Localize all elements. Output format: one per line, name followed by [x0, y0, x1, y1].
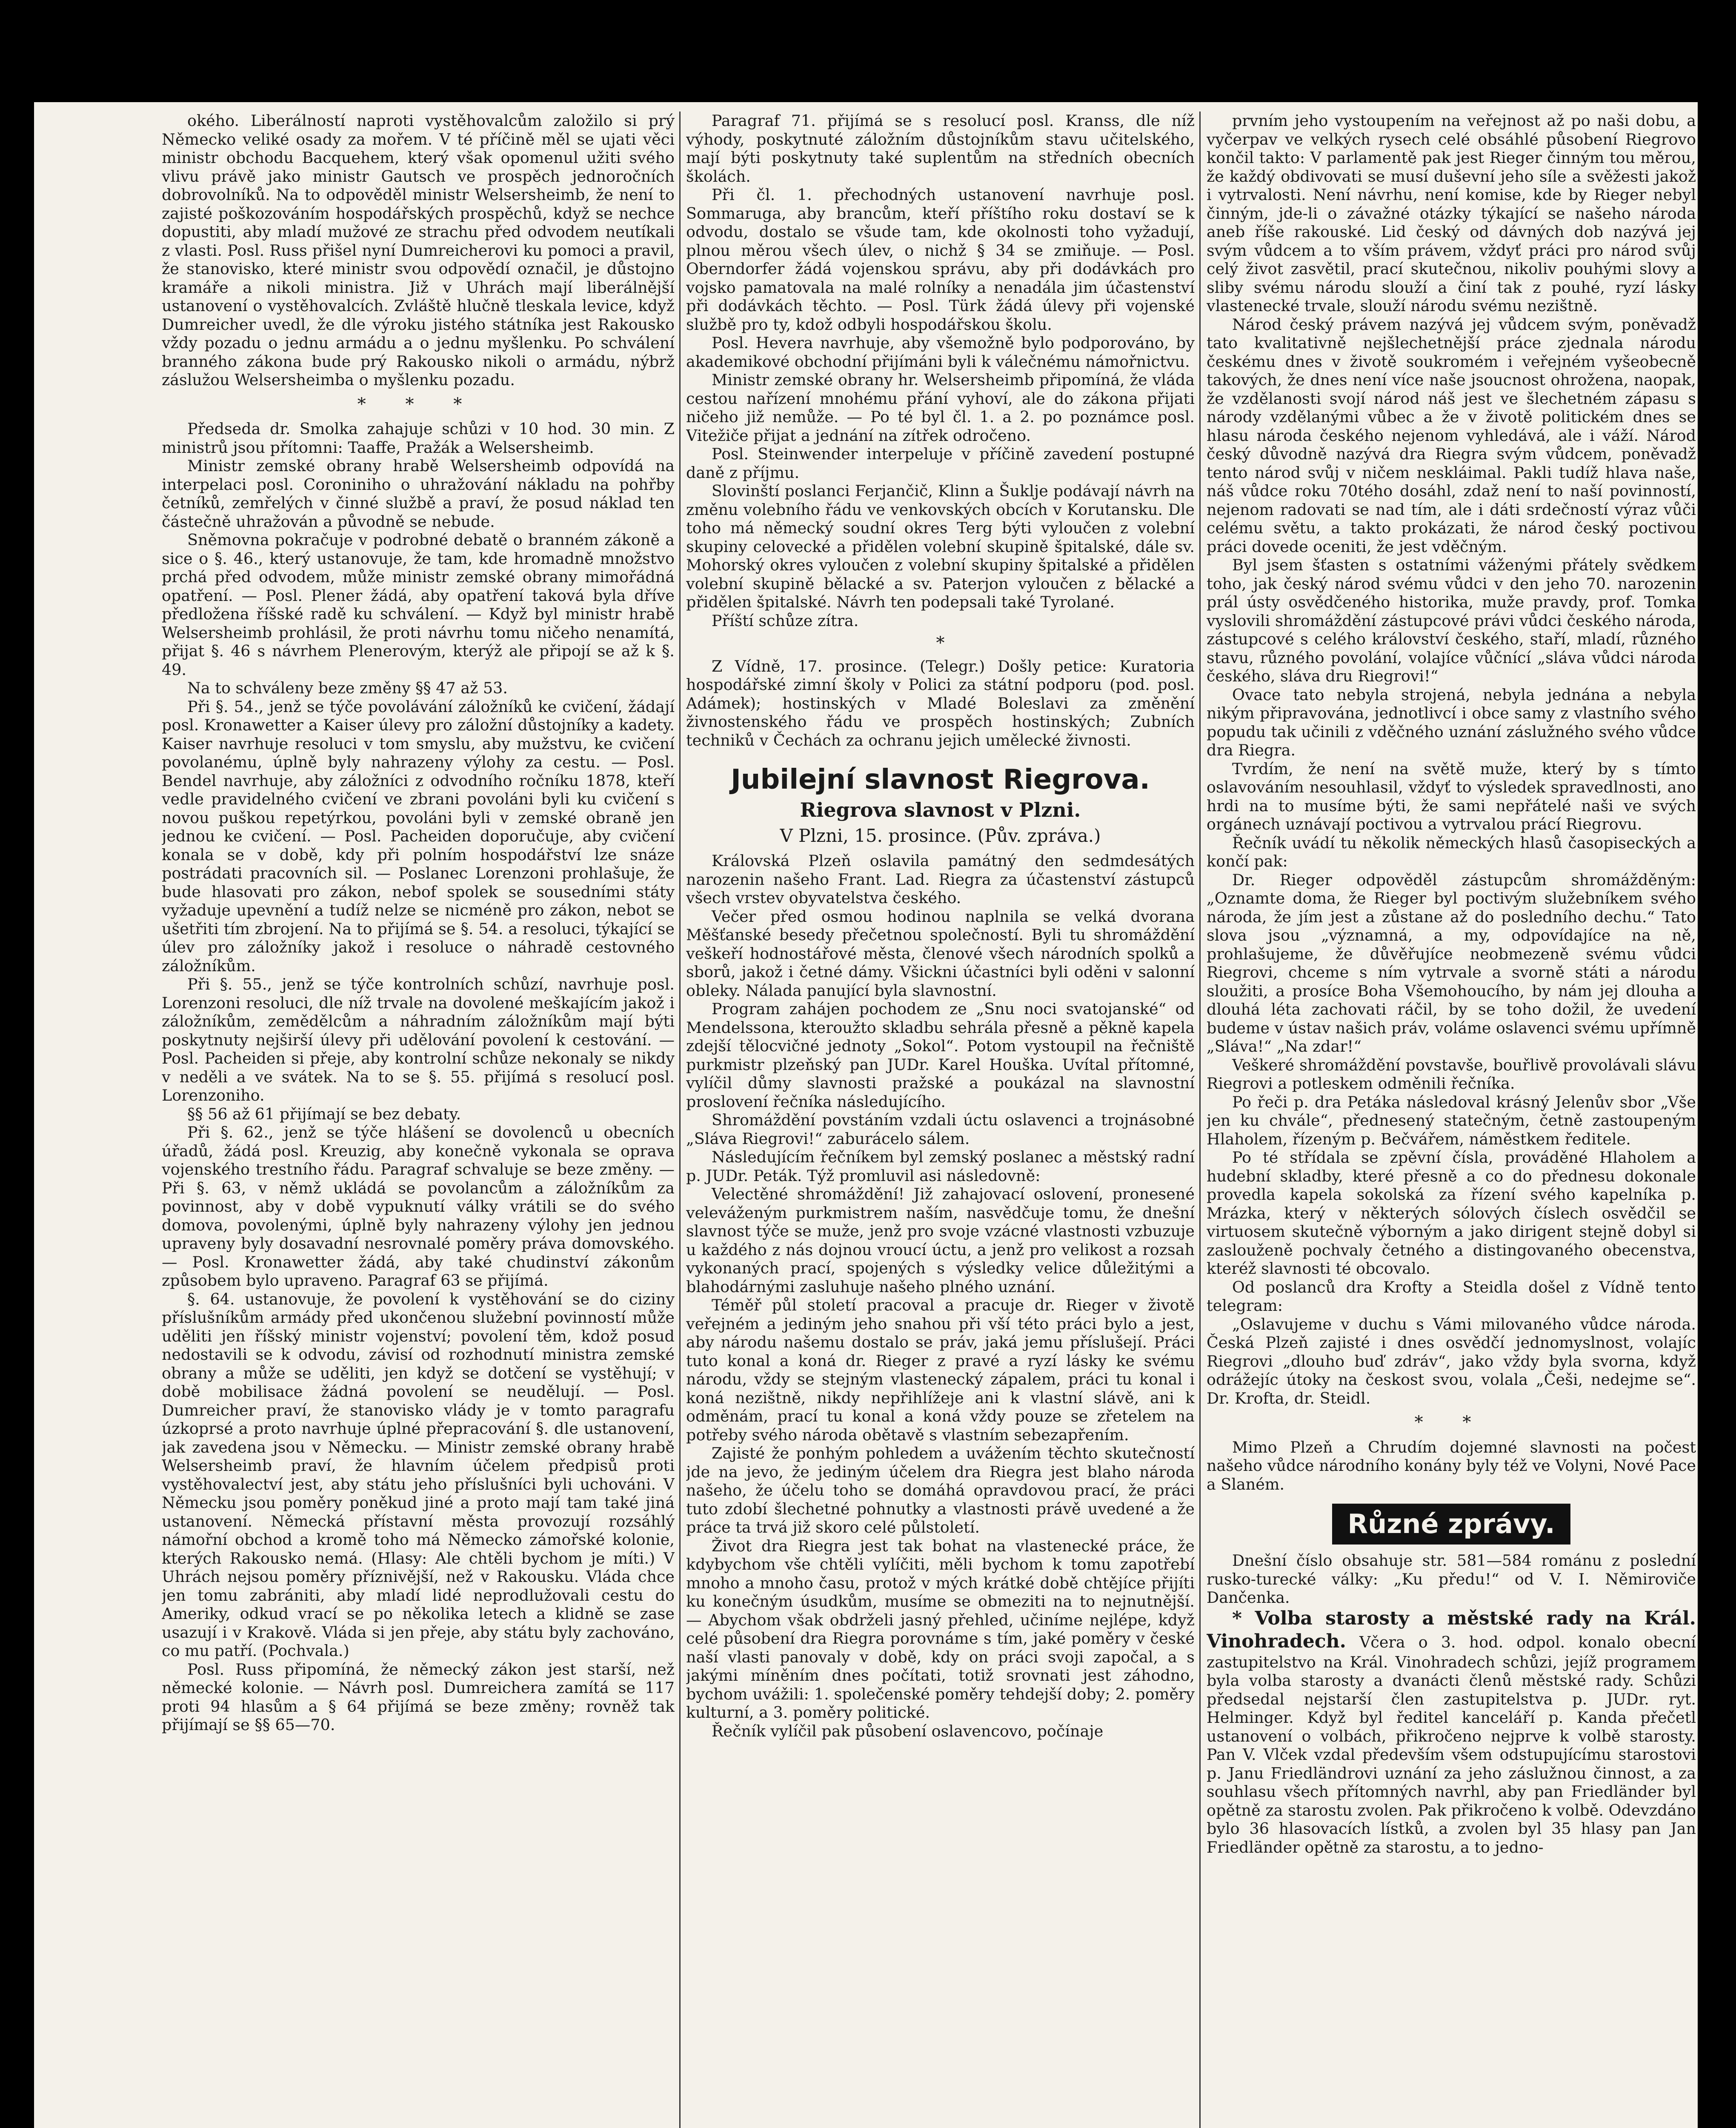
paragraph: Mimo Plzeň a Chrudím dojemné slavnosti na počest našeho vůdce národního konány byly též ve Volyni, Nové Pace a Slaném. [1207, 1438, 1696, 1493]
paragraph: Sněmovna pokračuje v podrobné debatě o branném zákoně a sice o §. 46., který ustanovuje, že tam, kde hromadně množstvo prchá před odvodem, může ministr zemské obrany mimořádná opatření. — Posl. Plener žádá, aby opatření taková byla dříve předložena říšské radě ku schválení. — Když byl ministr hrabě Welsersheimb prohlásil, že proti návrhu tomu ničeho nenamítá, přijat §. 46 s návrhem Plenerovým, kterýž ale připojí se až k §. 49. [162, 531, 675, 679]
paragraph: Ovace tato nebyla strojená, nebyla jednána a nebyla nikým připravována, jednotlivcí i obce samy z vlastního svého popudu tak učinili z vděčného uznání záslužného svého vůdce dra Riegra. [1207, 685, 1696, 759]
paragraph: Královská Plzeň oslavila památný den sedmdesátých narozenin našeho Frant. Lad. Riegra za účastenství zástupců všech vrstev obyvatelstva českého. [686, 852, 1195, 907]
paragraph: §§ 56 až 61 přijímají se bez debaty. [187, 1104, 461, 1123]
paragraph: Byl jsem šťasten s ostatními váženými přátely svědkem toho, jak český národ svému vůdci v den jeho 70. narozenin prál ústy osvědčeného historika, muže pravdy, prof. Tomka vyslovili shromáždění zástupcové právi vůdci českého národa, zástupcové s celého království českého, staří, mladí, různého stavu, různého povolání, volajíce vůčnící „sláva vůdci národa českého, sláva dru Riegrovi!“ [1207, 556, 1696, 685]
scan-edge-top [0, 0, 1736, 102]
news-item-lead: * Volba starosty a městské rady na Král. Vinohradech. [1207, 1607, 1696, 1652]
paragraph: Při §. 54., jenž se týče povolávání záložníků ke cvičení, žádají posl. Kronawetter a Kaiser úlevy pro záložní důstojníky a kadety. Kaiser navrhuje resoluci v tom smyslu, aby mužstvu, ke cvičení povolanému, úplně byly nahrazeny výlohy za cestu. — Posl. Bendel navrhuje, aby záložníci z odvodního ročníku 1878, kteří vedle pravidelného cvičení ve zbrani povoláni byli ku cvičení s novou puškou repetýrkou, povoláni byli v zemské obraně jen jednou ke cvičení. — Posl. Pacheiden doporučuje, aby cvičení konala se v době, kdy při polním hospodářství lze snáze postrádati pracovních sil. — Poslanec Lorenzoni prohlašuje, že bude hlasovati pro zákon, nebof spolek se sousedními státy vyžaduje upevnění a tudíž nelze se nicméně pro zákon, nebot se ušetřiti tím zbrojení. Na to přijímá se §. 54. a resoluci, týkající se úlev pro záložníky jakož i resoluce o náhradě cestovného záložníkům. [162, 697, 675, 975]
paragraph: §. 64. ustanovuje, že povolení k vystěhování se do ciziny příslušníkům armády před ukončenou služební povinností může uděliti jen říšský ministr vojenství; povolení těm, kdož posud nedostavili se k odvodu, závisí od rozhodnutí ministra zemské obrany a může se uděliti, jen když se dotčení se vystěhují; v době mobilisace žádná povolení se neudělují. — Posl. Dumreicher praví, že stanovisko vlády je v tomto paragrafu úzkoprsé a proto navrhuje úplné přepracování §. dle ustanovení, jak zavedena jsou v Německu. — Ministr zemské obrany hrabě Welsersheimb praví, že hlavním účelem předpisů proti vystěhovalectví jest, aby státu jeho příslušníci byli uchováni. V Německu jsou poměry poněkud jiné a proto mají tam také jiná ustanovení. Německá přístavní města provozují rozsáhlý námořní obchod a kromě toho má Německo zámořské kolonie, kterých Rakousko nemá. (Hlasy: Ale chtěli bychom je míti.) V Uhrách nejsou poměry příznivější, než v Rakousku. Vláda chce jen tomu zabrániti, aby mladí lidé neprodlužovali cestu do Ameriky, odkud vrací se po několika letech a klidně se zase usazují i v Krakově. Vláda si jen přeje, aby státu byly zachováno, co mu patří. (Pochvala.) [162, 1290, 675, 1660]
paragraph: Dr. Rieger odpověděl zástupcům shromážděným: „Oznamte doma, že Rieger byl poctivým služebníkem svého národa, že jím jest a zůstane až do posledního dechu.“ Tato slova jsou „významná, a my, odpovídajíce na ně, prohlašujeme, že důvěřujíce neobmezeně svému vůdci Riegrovi, chceme s ním vytrvale a svorně státi a národu sloužiti, a prosíce Boha Všemohoucího, by nám jej dlouha a dlouhá léta zachovati ráčil, by se toho dožil, že uvedení budeme v ústav našich práv, voláme oslavenci svému upřímně „Sláva!“ „Na zdar!“ [1207, 870, 1696, 1055]
paragraph: Velectěné shromáždění! Již zahajovací oslovení, pronesené veleváženým purkmistrem naším, nasvědčuje tomu, že dnešní slavnost týče se muže, jenž pro svoje vzácné vlastnosti vzbuzuje u každého z nás dojnou vroucí úctu, a jenž pro velikost a rozsah vykonaných prací, spojených s výsledky velice důležitými a blahodárnými zasluhuje našeho plného uznání. [686, 1185, 1195, 1296]
paragraph: Po řeči p. dra Petáka následoval krásný Jelenův sbor „Vše jen ku chvále“, přednesený statečným, četně zastoupeným Hlaholem, řízeným p. Bečvářem, náměstkem ředitele. [1207, 1093, 1696, 1148]
paragraph: „Oslavujeme v duchu s Vámi milovaného vůdce národa. Česká Plzeň zajisté i dnes osvědčí jednomyslnost, volajíc Riegrovi „dlouho buď zdráv“, jako vždy byla svorna, když odrážejíc útoky na českost svou, volala „Češi, nedejme se“. Dr. Krofta, dr. Steidl. [1207, 1315, 1696, 1407]
article-headline: Jubilejní slavnost Riegrova. [731, 764, 1150, 795]
paragraph: Slovinští poslanci Ferjančič, Klinn a Šuklje podávají návrh na změnu volebního řádu ve venkovských obcích v Korutansku. Dle toho má německý soudní okres Terg býti vyloučen z volební skupiny celovecké a přidělen volební skupině špitalské, dále sv. Mohorský okres vyloučen z volební skupiny špitalské a přidělen volební skupině bělacké a sv. Paterjon vyloučen z bělacké a přidělen špitalské. Návrh ten podepsali také Tyrolané. [686, 482, 1195, 611]
paragraph: Řečník uvádí tu několik německých hlasů časopiseckých a končí pak: [1207, 833, 1696, 870]
paragraph: Dnešní číslo obsahuje str. 581—584 románu z poslední rusko-turecké války: „Ku předu!“ od V. I. Němiroviče Dančenka. [1207, 1551, 1696, 1607]
paragraph: Z Vídně, 17. prosince. (Telegr.) Došly petice: Kuratoria hospodářské zimní školy v Polici za státní podporu (pod. posl. Adámek); hostinských v Mladé Boleslavi za změnění živnostenského řádu ve prospěch hostinských; Zubních techniků v Čechách za ochranu jejich umělecké živnosti. [686, 657, 1195, 749]
paragraph: Ministr zemské obrany hrabě Welsersheimb odpovídá na interpelaci posl. Coroniniho o uhražování nákladu na pohřby četníků, zemřelých v činné službě a praví, že posud náklad ten částečně uhražován a původně se nebude. [162, 457, 675, 531]
paragraph: Předseda dr. Smolka zahajuje schůzi v 10 hod. 30 min. Z ministrů jsou přítomni: Taaffe, Pražák a Welsersheimb. [162, 420, 675, 457]
paragraph: Posl. Russ připomíná, že německý zákon jest starší, než německé kolonie. — Návrh posl. Dumreichera zamítá se 117 proti 94 hlasům a § 64 přijímá se beze změny; rovněž tak přijímají se §§ 65—70. [162, 1660, 675, 1734]
column-rule [679, 112, 681, 2128]
column-right [1207, 112, 1696, 2128]
section-heading: Různé zprávy. [1332, 1504, 1570, 1545]
news-item-body: Včera o 3. hod. odpol. konalo obecní zastupitelstvo na Král. Vinohradech schůzi, jejíž programem byla volba starosty a dvanácti členů městské rady. Schůzi předsedal nejstarší člen zastupitelstva p. JUDr. ryt. Helminger. Když byl ředitel kanceláří p. Kanda přečetl ustanovení o volbách, přikročeno nejprve k volbě starosty. Pan V. Vlček vzdal především všem odstupujícímu starostovi p. Janu Friedländrovi uznání za jeho záslužnou činnost, a za souhlasu všech přítomných navrhl, aby pan Friedländer byl opětně za starostu zvolen. Pak přikročeno k volbě. Odevzdáno bylo 36 hlasovacích lístků, a zvolen byl 35 hlasy pan Jan Friedländer opětně za starostu, a to jedno- [1207, 1633, 1696, 1856]
paragraph: Při §. 55., jenž se týče kontrolních schůzí, navrhuje posl. Lorenzoni resoluci, dle níž trvale na dovolené meškajícím jakož i záložníkům, zemědělcům a náhradním záložníkům mají býti poskytnuty nejširší úlevy při udělování povolení k cestování. — Posl. Pacheiden si přeje, aby kontrolní schůze nekonaly se nikdy v neděli a ve svátek. Na to se §. 55. přijímá s resolucí posl. Lorenzoniho. [162, 975, 675, 1104]
paragraph: Při čl. 1. přechodných ustanovení navrhuje posl. Sommaruga, aby brancům, kteří příštího roku dostaví se k odvodu, dostalo se všude tam, kde okolnosti toho vyžadují, plnou měrou všech úlev, o nichž § 34 se zmiňuje. — Posl. Oberndorfer žádá vojenskou správu, aby při dodávkách pro vojsko pamatovala na malé rolníky a nenadála jim účastenství při dodávkách těchto. — Posl. Türk žádá úlevy při vojenské službě pro ty, kdož odbyli hospodářskou školu. [686, 186, 1195, 334]
paragraph: Na to schváleny beze změny §§ 47 až 53. [187, 679, 508, 697]
paragraph: Večer před osmou hodinou naplnila se velká dvorana Měšťanské besedy přečetnou společností. Byli tu shromáždění veškeří hodnostářové města, členové všech národních spolků a sborů, jakož i četné dámy. Všickni účastníci byli oděni v salonní obleky. Nálada panující byla slavnostní. [686, 907, 1195, 1000]
column-left [162, 112, 675, 2128]
paragraph: Při §. 62., jenž se týče hlášení se dovolenců u obecních úřadů, žádá posl. Kreuzig, aby konečně vykonala se oprava vojenského trestního řádu. Paragraf schvaluje se beze změny. — Při §. 63, v němž ukládá se povolancům a záložníkům za povinnost, aby v době vypuknutí války vrátili se do svého domova, povolenými, úplně byly nahrazeny výlohy jen jednou upraveny byly dosavadní nesrovnalé poměry práva domovského. — Posl. Kronawetter žádá, aby také chudinství zákonům způsobem bylo upraveno. Paragraf 63 se přijímá. [162, 1123, 675, 1290]
paragraph: Po té střídala se zpěvní čísla, prováděné Hlaholem a hudební skladby, které přesně a co do přednesu dokonale provedla kapela sokolská za řízení svého kapelníka p. Mrázka, který v některých sólových číslech osvědčil se virtuosem skutečně výborným a jako dirigent stejně dobyl si zaslouženě pochvaly četného a distingovaného obecenstva, kteréž slavnosti té obcovalo. [1207, 1148, 1696, 1278]
stars-separator: * * * [357, 394, 479, 414]
paragraph: Zajisté že ponhým pohledem a uvážením těchto skutečností jde na jevo, že jediným účelem dra Riegra jest blaho národa našeho, že účelu toho se domáhá opravdovou prací, že práci tuto zdobí šlechetné pohnutky a vlastnosti právě uvedené a že práce ta trvá již skoro celé půlstoletí. [686, 1444, 1195, 1536]
paragraph: Posl. Steinwender interpeluje v příčině zavedení postupné daně z příjmu. [686, 445, 1195, 482]
article-subheadline: Riegrova slavnost v Plzni. [800, 798, 1081, 821]
paragraph: Následujícím řečníkem byl zemský poslanec a městský radní p. JUDr. Peták. Týž promluvil asi následovně: [686, 1148, 1195, 1185]
column-middle [686, 112, 1195, 2128]
scan-edge-right [1698, 0, 1736, 2128]
column-rule [1199, 112, 1201, 2128]
paragraph: Řečník vylíčil pak působení oslavencovo, počínaje [712, 1722, 1104, 1740]
article-dateline: V Plzni, 15. prosince. (Pův. zpráva.) [780, 825, 1101, 846]
stars-separator: * * [1414, 1413, 1488, 1432]
paragraph: Shromáždění povstáním vzdali úctu oslavenci a trojnásobné „Sláva Riegrovi!“ zaburácelo sálem. [686, 1111, 1195, 1148]
paragraph: Paragraf 71. přijímá se s resolucí posl. Kranss, dle níž výhody, poskytnuté záložním důstojníkům stavu učitelského, mají býti poskytnuty také suplentům na středních obecních školách. [686, 112, 1195, 186]
paragraph: Život dra Riegra jest tak bohat na vlastenecké práce, že kdybychom vše chtěli vylíčiti, měli bychom k tomu zapotřebí mnoho a mnoho času, protož v mých krátké době chtějíce přijíti ku konečným úsudkům, musíme se obmeziti na to nejnutnější. — Abychom však obdrželi jasný přehled, učiníme nejlépe, když celé působení dra Riegra porovnáme s tím, jaké poměry v české naší vlasti panovaly v době, kdy on práci svoji započal, a s jakými míněním dnes počítati, totiž srovnati jest záhodno, bychom uvážili: 1. společenské poměry tehdejší doby; 2. poměry kulturní, a 3. poměry politické. [686, 1536, 1195, 1722]
paragraph: Posl. Hevera navrhuje, aby všemožně bylo podporováno, by akademikové obchodní přijímáni byli k válečnému námořnictvu. [686, 334, 1195, 371]
paragraph: prvním jeho vystoupením na veřejnost až po naši dobu, a vyčerpav ve velkých rysech celé obsáhlé působení Riegrovo končil takto: V parlamentě pak jest Rieger činným tou měrou, že každý obdivovati se musí duševní jeho síle a svěžesti jakož i vytrvalosti. Není návrhu, není komise, kde by Rieger nebyl činným, jde-li o závažné otázky týkající se našeho národa aneb říše rakouské. Lid český od dávných dob nazývá jej svým vůdcem a to vším právem, vždyť práci pro národ svůj celý život zasvětil, prací skutečnou, nikoliv pouhými slovy a sliby svému národu slouží a činí tak z pouhé, ryzí lásky vlastenecké trvale, slouží národu svému nezištně. [1207, 112, 1696, 315]
scan-edge-left [0, 0, 34, 2128]
paragraph: Národ český právem nazývá jej vůdcem svým, poněvadž tato kvalitativně nejšlechetnější práce zjednala národu českému dnes v životě soukromém i veřejném vyšeobecně takových, že dnes není více naše jsoucnost ohrožena, naopak, že vzdělanosti svojí národ náš jest ve šlechetném zápasu s národy vzdělanými vůbec a že v životě politickém dnes se hlasu národa českého nejenom vyhledává, ale i váží. Národ český důvodně nazývá dra Riegra svým vůdcem, poněvadž tento národ svůj v ničem neskláimal. Pakli tudíž hlava naše, náš vůdce roku 70tého dosáhl, zdaž není to naší povinností, nejenom radovati se nad tím, ale i dáti srdečností výraz vůči celému světu, a takto prokázati, že národ český poctivou práci dovede oceniti, že jest vděčným. [1207, 315, 1696, 556]
paragraph: Veškeré shromáždění povstavše, bouřlivě provolávali slávu Riegrovi a potleskem odměnili řečníka. [1207, 1055, 1696, 1093]
paragraph: Příští schůze zítra. [712, 611, 859, 630]
paragraph: Od poslanců dra Krofty a Steidla došel z Vídně tento telegram: [1207, 1278, 1696, 1315]
paragraph: Program zahájen pochodem ze „Snu noci svatojanské“ od Mendelssona, kteroužto skladbu sehrála přesně a pěkně kapela zdejší tělocvičné jednoty „Sokol“. Potom vystoupil na řečniště purkmistr plzeňský pan JUDr. Karel Houška. Uvítal přítomné, vylíčil důmy slavnosti pražské a poukázal na slavnostní proslovení řečníka následujícího. [686, 1000, 1195, 1111]
paragraph: okého. Liberálností naproti vystěhovalcům založilo si prý Německo veliké osady za mořem. V té příčině měl se ujati věci ministr obchodu Bacquehem, který však opomenul užiti svého vlivu právě jako ministr Gautsch ve prospěch jednoročních dobrovolníků. Na to odpověděl ministr Welsersheimb, že není to zajisté poškozováním hospodářských prospěchů, když se nechce dopustiti, aby mladí mužové ze strachu před odvodem neutíkali z vlasti. Posl. Russ přišel nyní Dumreicherovi ku pomoci a pravil, že stanovisko, které ministr svou odpovědí označil, je důstojno kramáře a nikoli ministra. Již v Uhrách mají liberálnější ustanovení o vystěhovalcích. Zvláště hlučně tleskala levice, když Dumreicher uvedl, že dle výroku jistého státníka jest Rakousko vždy pozadu o jednu armádu a o jednu myšlenku. Po schválení branného zákona bude prý Rakousko nikoli o armádu, nýbrž záslužou Welsersheimba o myšlenku pozadu. [162, 112, 675, 389]
paragraph: Téměř půl století pracoval a pracuje dr. Rieger v životě veřejném a jediným jeho snahou při vší této práci bylo a jest, aby národu našemu dostalo se práv, jaká jemu příslušejí. Práci tuto konal a koná dr. Rieger z pravé a ryzí lásky ke svému národu, vždy se stejným vlastenecký zápalem, práci tu konal i koná nezištně, nikdy nepřihlížeje ani k vlastní slávě, ani k odměnám, prací tu konal a koná vždy pouze se zřetelem na potřeby svého národa obětavě s vlastním sebezapřením. [686, 1296, 1195, 1444]
paragraph: Ministr zemské obrany hr. Welsersheimb připomíná, že vláda cestou nařízení mnohému přání vyhoví, ale do zákona přijati ničeho již nemůže. — Po té byl čl. 1. a 2. po poznámce posl. Vitežiče přijat a jednání na zítřek odročeno. [686, 371, 1195, 445]
paragraph: Tvrdím, že není na světě muže, který by s tímto oslavováním nesouhlasil, vždyť to výsledek spravedlnosti, ano hrdi na to musíme býti, že sami nepřátelé naši ve svých orgánech uznávají poctivou a vytrvalou prácí Riegrovu. [1207, 759, 1696, 833]
star-separator: * [936, 633, 945, 653]
paragraph [1207, 1607, 1696, 1857]
